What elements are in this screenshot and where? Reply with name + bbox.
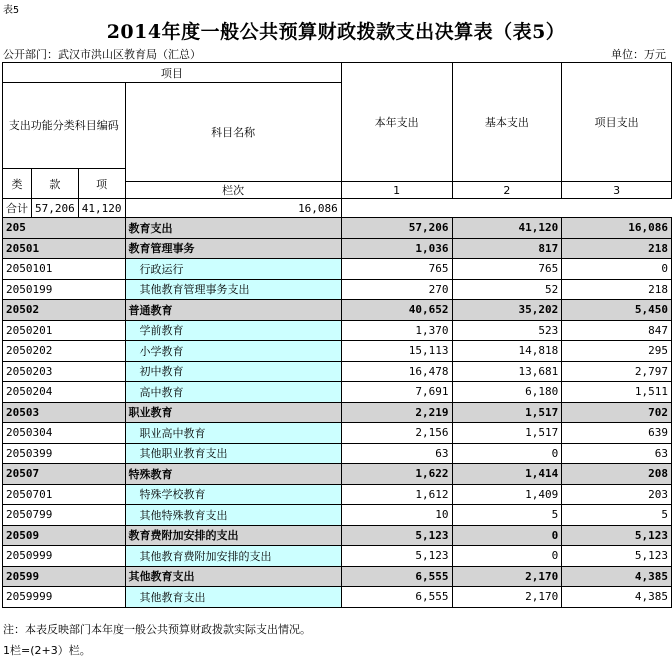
row-code: 2050203	[3, 361, 126, 382]
table-row	[3, 361, 672, 382]
row-basic: 41,120	[452, 218, 562, 239]
row-project: 203	[562, 484, 672, 505]
row-current: 2,219	[341, 402, 452, 423]
row-basic: 817	[452, 238, 562, 259]
row-basic: 14,818	[452, 341, 562, 362]
table-row	[3, 464, 672, 485]
row-current: 57,206	[341, 218, 452, 239]
col-number-2: 2	[452, 182, 562, 199]
row-name: 教育费附加安排的支出	[125, 525, 341, 546]
col-number-3: 3	[562, 182, 672, 199]
row-project: 63	[562, 443, 672, 464]
row-project: 639	[562, 423, 672, 444]
table-row	[3, 279, 672, 300]
row-current: 5,123	[341, 525, 452, 546]
row-current: 1,622	[341, 464, 452, 485]
row-basic: 1,409	[452, 484, 562, 505]
row-basic: 52	[452, 279, 562, 300]
row-code: 20503	[3, 402, 126, 423]
row-code: 2050204	[3, 382, 126, 403]
row-basic: 1,414	[452, 464, 562, 485]
row-basic: 0	[452, 443, 562, 464]
row-project: 208	[562, 464, 672, 485]
row-name: 职业教育	[125, 402, 341, 423]
row-project: 2,797	[562, 361, 672, 382]
row-project: 847	[562, 320, 672, 341]
header-lei: 类	[3, 169, 32, 199]
row-name: 初中教育	[125, 361, 341, 382]
row-project: 295	[562, 341, 672, 362]
row-code: 2050701	[3, 484, 126, 505]
table-row	[3, 587, 672, 608]
total-row	[3, 199, 672, 218]
row-basic: 0	[452, 525, 562, 546]
row-current: 1,612	[341, 484, 452, 505]
row-name: 行政运行	[125, 259, 341, 280]
row-name: 职业高中教育	[125, 423, 341, 444]
header-name: 科目名称	[125, 83, 341, 182]
expenditure-table	[2, 62, 672, 608]
row-code: 2050399	[3, 443, 126, 464]
header-lanci: 栏次	[125, 182, 341, 199]
row-code: 20509	[3, 525, 126, 546]
row-name: 小学教育	[125, 341, 341, 362]
row-name: 普通教育	[125, 300, 341, 321]
total-project: 16,086	[125, 199, 341, 218]
row-current: 1,036	[341, 238, 452, 259]
table-row	[3, 218, 672, 239]
row-name: 其他教育管理事务支出	[125, 279, 341, 300]
row-basic: 523	[452, 320, 562, 341]
row-project: 5,450	[562, 300, 672, 321]
sheet-label: 表5	[3, 5, 20, 16]
row-code: 2050799	[3, 505, 126, 526]
table-row	[3, 238, 672, 259]
row-basic: 5	[452, 505, 562, 526]
page-title: 2014年度一般公共预算财政拨款支出决算表（表5）	[106, 21, 566, 43]
row-project: 702	[562, 402, 672, 423]
header-kuan: 款	[32, 169, 79, 199]
row-project: 5,123	[562, 525, 672, 546]
row-current: 6,555	[341, 566, 452, 587]
row-code: 2050101	[3, 259, 126, 280]
row-basic: 6,180	[452, 382, 562, 403]
table-row	[3, 443, 672, 464]
row-basic: 13,681	[452, 361, 562, 382]
header-basic: 基本支出	[452, 63, 562, 182]
row-code: 20501	[3, 238, 126, 259]
table-row	[3, 546, 672, 567]
note-line-2: 1栏=(2+3）栏。	[3, 644, 91, 657]
row-name: 其他教育费附加安排的支出	[125, 546, 341, 567]
row-current: 10	[341, 505, 452, 526]
note-line-1: 注：本表反映部门本年度一般公共预算财政拨款实际支出情况。	[3, 623, 311, 636]
row-code: 20599	[3, 566, 126, 587]
row-name: 教育管理事务	[125, 238, 341, 259]
total-current: 57,206	[32, 199, 79, 218]
row-project: 1,511	[562, 382, 672, 403]
row-project: 16,086	[562, 218, 672, 239]
row-current: 270	[341, 279, 452, 300]
row-name: 高中教育	[125, 382, 341, 403]
row-project: 4,385	[562, 587, 672, 608]
header-code: 支出功能分类科目编码	[3, 83, 126, 169]
row-basic: 35,202	[452, 300, 562, 321]
row-code: 2059999	[3, 587, 126, 608]
table-row	[3, 320, 672, 341]
header-item: 项目	[3, 63, 342, 83]
row-code: 205	[3, 218, 126, 239]
row-name: 特殊教育	[125, 464, 341, 485]
row-current: 15,113	[341, 341, 452, 362]
table-row	[3, 259, 672, 280]
table-row	[3, 423, 672, 444]
row-basic: 765	[452, 259, 562, 280]
row-current: 16,478	[341, 361, 452, 382]
row-name: 其他教育支出	[125, 587, 341, 608]
row-basic: 1,517	[452, 402, 562, 423]
row-current: 40,652	[341, 300, 452, 321]
table-row	[3, 300, 672, 321]
row-basic: 2,170	[452, 587, 562, 608]
row-current: 5,123	[341, 546, 452, 567]
table-row	[3, 484, 672, 505]
row-project: 0	[562, 259, 672, 280]
row-project: 218	[562, 279, 672, 300]
row-code: 2050999	[3, 546, 126, 567]
department-label: 公开部门：武汉市洪山区教育局（汇总）	[3, 48, 201, 61]
row-project: 5,123	[562, 546, 672, 567]
header-project: 项目支出	[562, 63, 672, 182]
row-name: 其他职业教育支出	[125, 443, 341, 464]
row-project: 5	[562, 505, 672, 526]
row-basic: 0	[452, 546, 562, 567]
row-code: 2050201	[3, 320, 126, 341]
total-label: 合计	[3, 199, 32, 218]
row-basic: 2,170	[452, 566, 562, 587]
row-code: 20507	[3, 464, 126, 485]
row-current: 7,691	[341, 382, 452, 403]
table-row	[3, 505, 672, 526]
row-project: 4,385	[562, 566, 672, 587]
row-basic: 1,517	[452, 423, 562, 444]
row-project: 218	[562, 238, 672, 259]
row-current: 765	[341, 259, 452, 280]
header-current: 本年支出	[341, 63, 452, 182]
row-name: 教育支出	[125, 218, 341, 239]
row-code: 2050202	[3, 341, 126, 362]
total-basic: 41,120	[78, 199, 125, 218]
table-row	[3, 525, 672, 546]
row-code: 2050199	[3, 279, 126, 300]
table-row	[3, 382, 672, 403]
row-current: 1,370	[341, 320, 452, 341]
row-current: 6,555	[341, 587, 452, 608]
row-current: 63	[341, 443, 452, 464]
row-code: 2050304	[3, 423, 126, 444]
row-code: 20502	[3, 300, 126, 321]
table-row	[3, 402, 672, 423]
row-name: 学前教育	[125, 320, 341, 341]
table-row	[3, 341, 672, 362]
row-name: 特殊学校教育	[125, 484, 341, 505]
row-name: 其他特殊教育支出	[125, 505, 341, 526]
row-current: 2,156	[341, 423, 452, 444]
unit-label: 单位：万元	[611, 48, 666, 61]
table-row	[3, 566, 672, 587]
row-name: 其他教育支出	[125, 566, 341, 587]
header-xiang: 项	[78, 169, 125, 199]
col-number-1: 1	[341, 182, 452, 199]
